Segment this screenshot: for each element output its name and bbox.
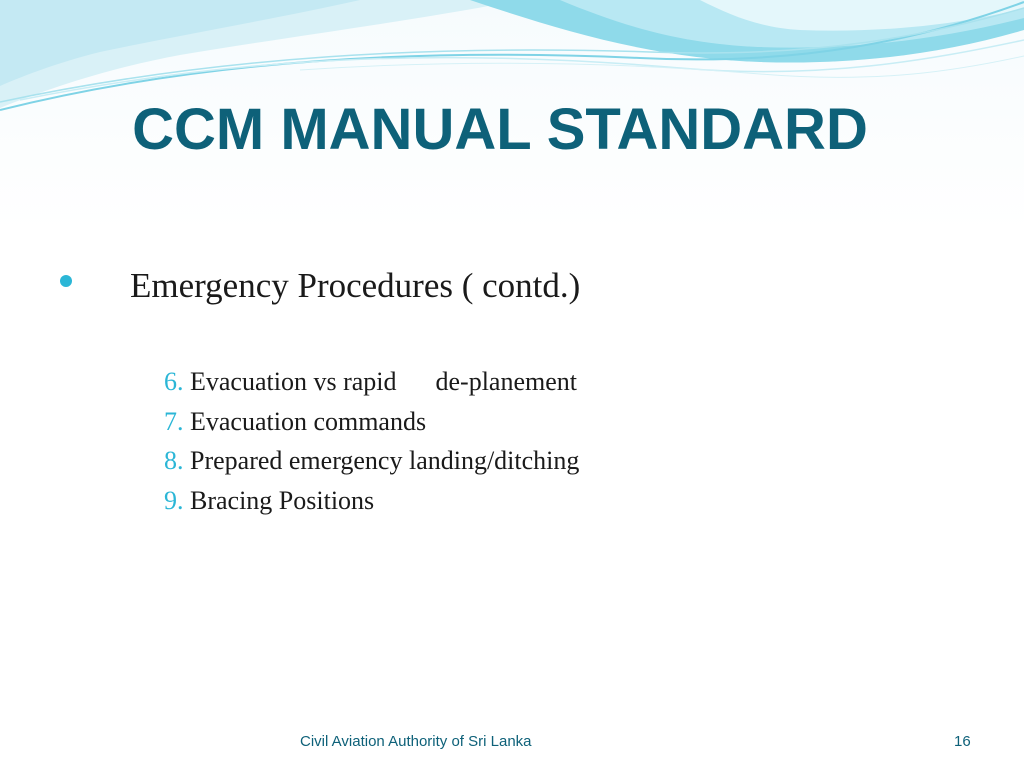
list-item-number: 9. bbox=[164, 485, 184, 515]
list-item bbox=[164, 402, 579, 442]
list-item-text: Bracing Positions bbox=[190, 485, 375, 515]
list-item-text: Prepared emergency landing/ditching bbox=[190, 446, 580, 475]
list-item bbox=[164, 441, 579, 481]
slide-title: CCM MANUAL STANDARD bbox=[132, 97, 868, 162]
page-number: 16 bbox=[954, 733, 971, 750]
main-bullet bbox=[60, 266, 580, 306]
footer-organization: Civil Aviation Authority of Sri Lanka bbox=[300, 733, 532, 750]
list-item-number: 8. bbox=[164, 446, 184, 475]
list-item bbox=[164, 362, 579, 402]
list-item-text: Evacuation commands bbox=[190, 406, 427, 436]
list-item bbox=[164, 481, 579, 521]
list-item-number: 6. bbox=[164, 367, 184, 396]
bullet-dot-icon bbox=[60, 275, 72, 287]
list-item-text: Evacuation vs rapid de-planement bbox=[190, 367, 577, 396]
list-item-number: 7. bbox=[164, 406, 184, 436]
main-bullet-text: Emergency Procedures ( contd.) bbox=[130, 266, 581, 305]
numbered-sublist bbox=[164, 362, 579, 520]
